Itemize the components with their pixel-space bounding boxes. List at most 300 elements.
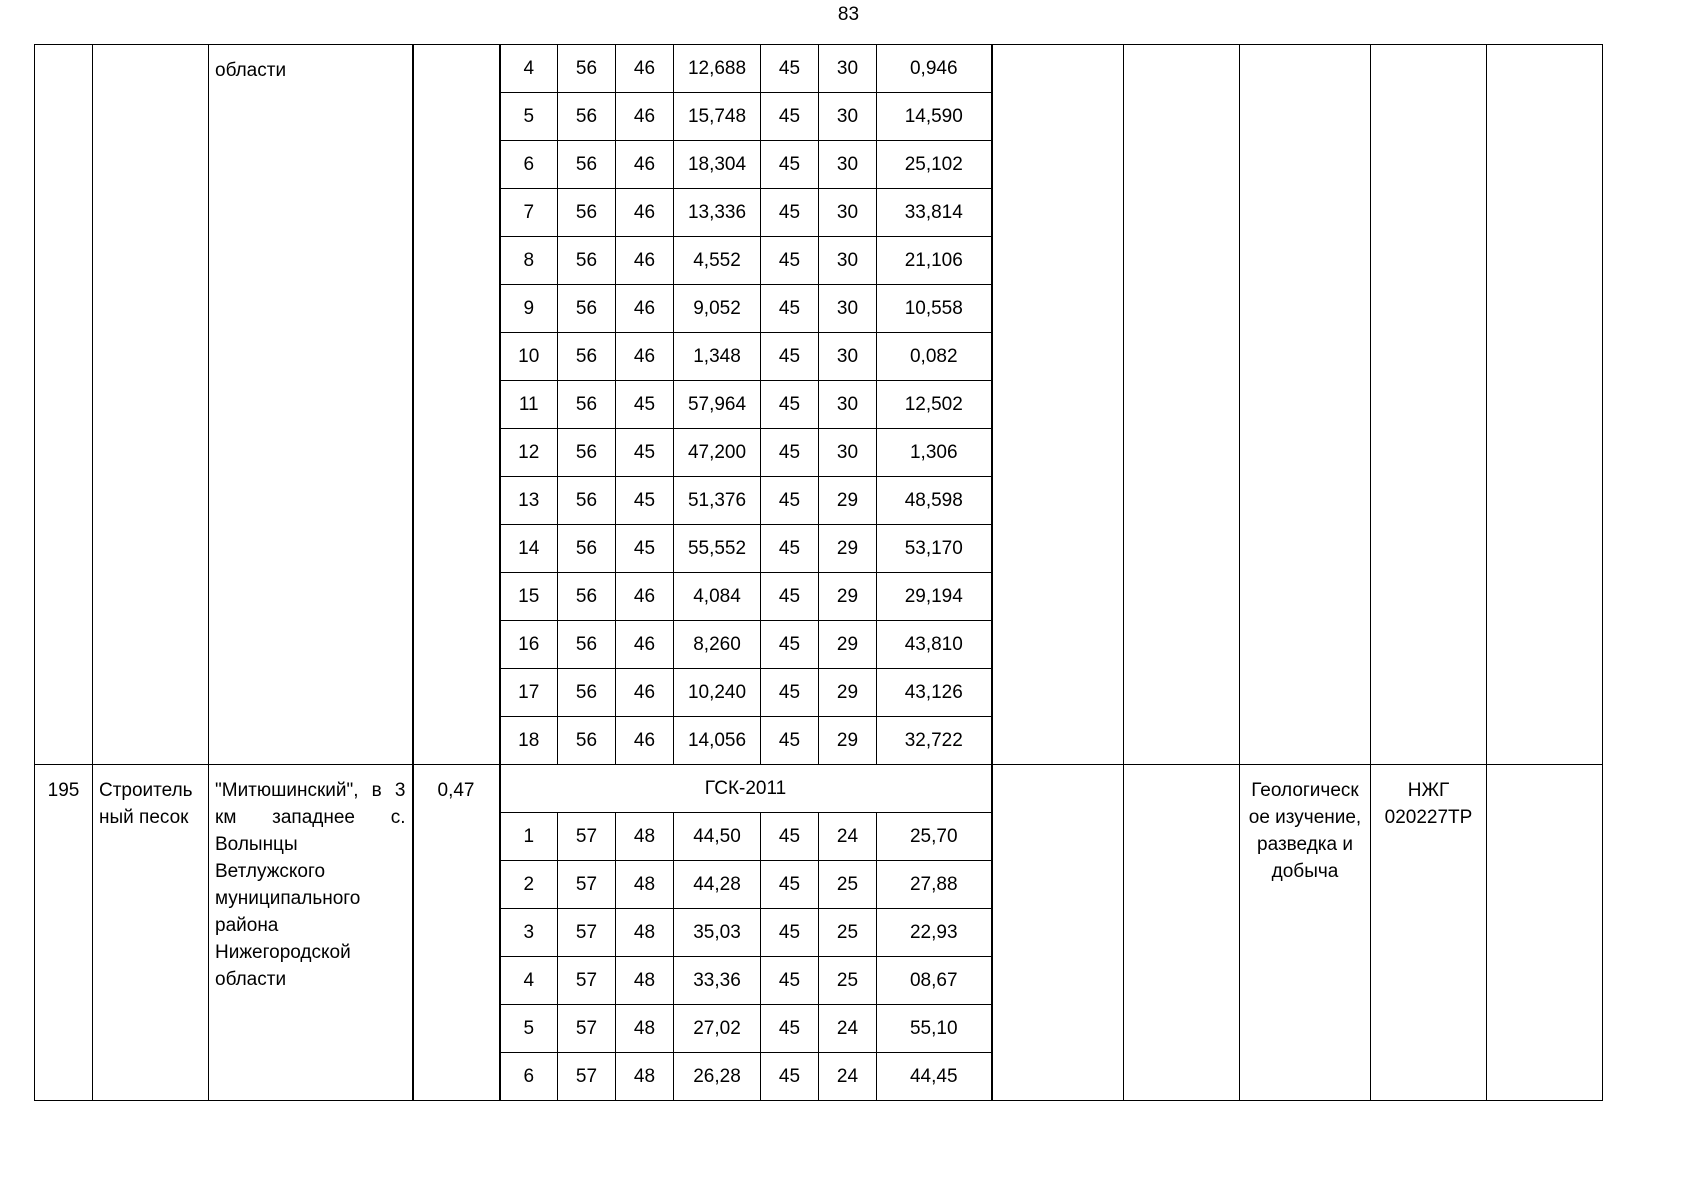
lon-deg-cell-text: 45 (778, 250, 801, 271)
lon-sec-cell (877, 237, 992, 285)
lon-sec-cell-text: 25,70 (909, 826, 958, 847)
lon-deg-cell (761, 717, 819, 765)
lat-sec-cell-text: 15,748 (687, 106, 747, 127)
point-number-cell-text: 4 (523, 58, 535, 79)
point-number-cell (500, 237, 558, 285)
lon-min-cell-text: 29 (836, 586, 859, 607)
lat-min-cell-text: 46 (633, 250, 656, 271)
coordinate-system-cell-text: ГСК-2011 (704, 778, 787, 799)
lon-min-cell (819, 621, 877, 669)
lat-min-cell (616, 141, 674, 189)
point-number-cell (500, 477, 558, 525)
lat-sec-cell (674, 189, 761, 237)
lon-deg-cell-text: 45 (778, 586, 801, 607)
point-number-cell-text: 1 (523, 826, 535, 847)
lon-sec-cell (877, 1005, 992, 1053)
lon-sec-cell-text: 55,10 (909, 1018, 958, 1039)
lon-sec-cell (877, 909, 992, 957)
point-number-cell-text: 15 (518, 586, 540, 607)
lon-deg-cell-text: 45 (778, 730, 801, 751)
lon-deg-cell-text: 45 (778, 682, 801, 703)
lat-deg-cell (558, 621, 616, 669)
lat-sec-cell (674, 477, 761, 525)
coordinate-system-cell (500, 765, 992, 813)
lat-sec-cell (674, 381, 761, 429)
lon-deg-cell-text: 45 (778, 202, 801, 223)
extra-column-cell (992, 45, 1124, 765)
lon-min-cell-text: 30 (836, 154, 859, 175)
point-number-cell (500, 957, 558, 1005)
lon-deg-cell-text: 45 (778, 106, 801, 127)
extra-column-cell (1487, 765, 1603, 1101)
lat-min-cell-text: 45 (633, 394, 656, 415)
lon-sec-cell (877, 669, 992, 717)
point-number-cell-text: 5 (523, 106, 535, 127)
lon-deg-cell (761, 573, 819, 621)
lat-deg-cell-text: 56 (575, 682, 598, 703)
lon-sec-cell (877, 1053, 992, 1101)
point-number-cell (500, 93, 558, 141)
mineral-cell (93, 45, 209, 765)
lon-min-cell-text: 24 (836, 826, 859, 847)
lat-min-cell-text: 46 (633, 106, 656, 127)
lat-min-cell (616, 621, 674, 669)
point-number-cell-text: 17 (518, 682, 540, 703)
lon-sec-cell-text: 29,194 (904, 586, 963, 607)
lat-sec-cell-text: 55,552 (687, 538, 747, 559)
point-number-cell (500, 909, 558, 957)
lat-min-cell (616, 717, 674, 765)
lat-deg-cell-text: 56 (575, 250, 598, 271)
lon-min-cell (819, 717, 877, 765)
lon-sec-cell (877, 45, 992, 93)
lat-sec-cell-text: 12,688 (687, 58, 747, 79)
lon-sec-cell (877, 381, 992, 429)
lat-min-cell (616, 429, 674, 477)
lat-sec-cell-text: 33,36 (693, 970, 741, 991)
lat-deg-cell-text: 56 (575, 538, 598, 559)
lat-sec-cell (674, 93, 761, 141)
lat-sec-cell (674, 717, 761, 765)
lon-min-cell (819, 909, 877, 957)
number-cell (35, 765, 93, 1101)
lat-deg-cell (558, 525, 616, 573)
lat-deg-cell-text: 56 (575, 586, 598, 607)
lat-min-cell (616, 189, 674, 237)
lon-deg-cell (761, 525, 819, 573)
lon-deg-cell-text: 45 (778, 442, 801, 463)
lon-min-cell-text: 25 (836, 970, 859, 991)
area-cell-text: 0,47 (437, 780, 475, 801)
point-number-cell (500, 285, 558, 333)
lon-deg-cell (761, 189, 819, 237)
lon-sec-cell (877, 333, 992, 381)
lon-deg-cell-text: 45 (778, 826, 801, 847)
lon-sec-cell-text: 27,88 (909, 874, 958, 895)
lon-min-cell (819, 477, 877, 525)
lat-min-cell (616, 477, 674, 525)
lat-deg-cell-text: 56 (575, 202, 598, 223)
point-number-cell-text: 18 (518, 730, 540, 751)
lat-min-cell-text: 48 (633, 922, 656, 943)
lon-sec-cell (877, 189, 992, 237)
point-number-cell-text: 10 (518, 346, 540, 367)
usage-cell (1240, 765, 1371, 1101)
lat-min-cell-text: 46 (633, 298, 656, 319)
point-number-cell (500, 333, 558, 381)
point-number-cell (500, 525, 558, 573)
lon-min-cell (819, 285, 877, 333)
point-number-cell (500, 861, 558, 909)
lat-min-cell (616, 45, 674, 93)
point-number-cell-text: 2 (523, 874, 535, 895)
lat-sec-cell (674, 285, 761, 333)
lat-min-cell-text: 46 (633, 346, 656, 367)
lon-min-cell-text: 29 (836, 538, 859, 559)
point-number-cell (500, 429, 558, 477)
lon-min-cell-text: 24 (836, 1018, 859, 1039)
lat-deg-cell (558, 93, 616, 141)
lon-min-cell-text: 30 (836, 250, 859, 271)
point-number-cell-text: 9 (523, 298, 535, 319)
point-number-cell-text: 7 (523, 202, 535, 223)
lon-deg-cell-text: 45 (778, 970, 801, 991)
lon-deg-cell-text: 45 (778, 154, 801, 175)
location-cell-text: "Митюшинский", в 3 км западнее с. Волынцы Ветлужского муниципального района Нижегородской области (215, 780, 406, 990)
extra-column-cell (992, 765, 1124, 1101)
lat-sec-cell-text: 27,02 (693, 1018, 741, 1039)
lon-deg-cell (761, 1053, 819, 1101)
table-row (35, 765, 1603, 813)
lat-min-cell (616, 381, 674, 429)
lon-sec-cell-text: 14,590 (904, 106, 963, 127)
lon-min-cell-text: 30 (836, 202, 859, 223)
lat-deg-cell-text: 57 (575, 826, 598, 847)
lon-deg-cell (761, 381, 819, 429)
lon-min-cell (819, 573, 877, 621)
lon-deg-cell-text: 45 (778, 538, 801, 559)
lat-deg-cell (558, 237, 616, 285)
registry-table (34, 44, 1603, 1101)
lon-sec-cell (877, 93, 992, 141)
lat-sec-cell-text: 35,03 (693, 922, 741, 943)
point-number-cell-text: 5 (523, 1018, 535, 1039)
lat-min-cell-text: 46 (633, 634, 656, 655)
lat-sec-cell-text: 13,336 (687, 202, 747, 223)
point-number-cell-text: 13 (518, 490, 540, 511)
lat-deg-cell (558, 477, 616, 525)
lat-min-cell (616, 861, 674, 909)
lon-deg-cell (761, 861, 819, 909)
lon-deg-cell-text: 45 (778, 58, 801, 79)
extra-column-cell (1124, 45, 1240, 765)
point-number-cell (500, 1053, 558, 1101)
lat-deg-cell (558, 1053, 616, 1101)
lat-sec-cell-text: 4,552 (693, 250, 741, 271)
lat-deg-cell (558, 909, 616, 957)
point-number-cell-text: 12 (518, 442, 540, 463)
mineral-cell (93, 765, 209, 1101)
point-number-cell-text: 14 (518, 538, 540, 559)
lon-deg-cell (761, 237, 819, 285)
license-cell (1371, 765, 1487, 1101)
lat-deg-cell-text: 57 (575, 970, 598, 991)
lon-sec-cell-text: 43,810 (904, 634, 963, 655)
lon-min-cell (819, 141, 877, 189)
lon-sec-cell-text: 1,306 (909, 442, 958, 463)
location-cell (209, 45, 413, 765)
lat-min-cell (616, 525, 674, 573)
lon-deg-cell (761, 621, 819, 669)
point-number-cell (500, 45, 558, 93)
lat-deg-cell (558, 189, 616, 237)
lon-sec-cell (877, 573, 992, 621)
lat-min-cell (616, 909, 674, 957)
lon-sec-cell (877, 813, 992, 861)
area-cell (413, 765, 500, 1101)
lat-sec-cell (674, 621, 761, 669)
lon-sec-cell-text: 08,67 (909, 970, 958, 991)
lon-sec-cell-text: 12,502 (904, 394, 963, 415)
lon-deg-cell (761, 813, 819, 861)
lat-deg-cell (558, 45, 616, 93)
lat-sec-cell-text: 10,240 (687, 682, 747, 703)
location-cell-text: области (215, 60, 287, 81)
lat-min-cell-text: 45 (633, 442, 656, 463)
lon-deg-cell-text: 45 (778, 874, 801, 895)
lat-deg-cell (558, 957, 616, 1005)
lat-min-cell-text: 46 (633, 202, 656, 223)
lon-sec-cell-text: 0,946 (909, 58, 958, 79)
lon-min-cell (819, 429, 877, 477)
point-number-cell-text: 16 (518, 634, 540, 655)
lat-sec-cell (674, 573, 761, 621)
lon-deg-cell-text: 45 (778, 634, 801, 655)
lon-sec-cell-text: 33,814 (904, 202, 963, 223)
lat-min-cell-text: 46 (633, 730, 656, 751)
lon-sec-cell (877, 525, 992, 573)
lon-sec-cell (877, 957, 992, 1005)
lat-sec-cell (674, 861, 761, 909)
lat-deg-cell (558, 141, 616, 189)
lat-sec-cell (674, 45, 761, 93)
point-number-cell-text: 4 (523, 970, 535, 991)
lon-sec-cell (877, 621, 992, 669)
area-cell (413, 45, 500, 765)
lat-deg-cell-text: 56 (575, 394, 598, 415)
lat-sec-cell-text: 1,348 (693, 346, 741, 367)
lat-min-cell-text: 46 (633, 586, 656, 607)
point-number-cell (500, 189, 558, 237)
lat-min-cell (616, 669, 674, 717)
lon-sec-cell-text: 32,722 (904, 730, 963, 751)
point-number-cell-text: 6 (523, 154, 535, 175)
lat-deg-cell (558, 813, 616, 861)
lon-deg-cell (761, 477, 819, 525)
lat-min-cell (616, 1053, 674, 1101)
lon-min-cell-text: 30 (836, 346, 859, 367)
lon-min-cell (819, 381, 877, 429)
lat-deg-cell-text: 57 (575, 922, 598, 943)
point-number-cell (500, 717, 558, 765)
page-number: 83 (837, 4, 860, 25)
lon-min-cell-text: 30 (836, 394, 859, 415)
lon-sec-cell-text: 53,170 (904, 538, 963, 559)
lon-min-cell (819, 957, 877, 1005)
lat-min-cell-text: 46 (633, 58, 656, 79)
lon-min-cell (819, 813, 877, 861)
point-number-cell (500, 573, 558, 621)
usage-cell-text: Геологическ ое изучение, разведка и добыча (1248, 780, 1362, 882)
lat-min-cell-text: 45 (633, 490, 656, 511)
lon-deg-cell-text: 45 (778, 394, 801, 415)
lon-deg-cell-text: 45 (778, 298, 801, 319)
table-row (35, 45, 1603, 93)
lon-sec-cell (877, 477, 992, 525)
lon-min-cell (819, 93, 877, 141)
lat-sec-cell (674, 1005, 761, 1053)
lon-sec-cell-text: 22,93 (909, 922, 958, 943)
lat-min-cell-text: 46 (633, 154, 656, 175)
point-number-cell (500, 141, 558, 189)
lat-deg-cell (558, 333, 616, 381)
lon-deg-cell (761, 45, 819, 93)
lat-sec-cell-text: 18,304 (687, 154, 747, 175)
lon-min-cell (819, 1005, 877, 1053)
lat-sec-cell-text: 47,200 (687, 442, 747, 463)
point-number-cell-text: 11 (518, 394, 539, 415)
lat-sec-cell (674, 1053, 761, 1101)
lat-deg-cell-text: 57 (575, 1066, 598, 1087)
lat-deg-cell (558, 285, 616, 333)
lat-min-cell-text: 46 (633, 682, 656, 703)
lon-sec-cell-text: 25,102 (904, 154, 963, 175)
lon-min-cell (819, 861, 877, 909)
number-cell-text: 195 (47, 780, 80, 801)
mineral-cell-text: Строитель ный песок (99, 780, 193, 828)
lat-sec-cell-text: 44,28 (693, 874, 741, 895)
lon-deg-cell-text: 45 (778, 1066, 801, 1087)
lon-sec-cell (877, 141, 992, 189)
lat-deg-cell-text: 57 (575, 874, 598, 895)
lat-min-cell-text: 48 (633, 970, 656, 991)
lon-min-cell-text: 29 (836, 490, 859, 511)
lat-min-cell-text: 45 (633, 538, 656, 559)
lat-sec-cell-text: 4,084 (693, 586, 741, 607)
extra-column-cell (1371, 45, 1487, 765)
lon-sec-cell-text: 21,106 (904, 250, 963, 271)
lon-min-cell-text: 30 (836, 58, 859, 79)
lon-min-cell (819, 525, 877, 573)
lon-min-cell (819, 237, 877, 285)
lon-min-cell (819, 333, 877, 381)
lon-min-cell-text: 30 (836, 442, 859, 463)
lat-sec-cell (674, 813, 761, 861)
lon-sec-cell (877, 861, 992, 909)
location-cell (209, 765, 413, 1101)
lon-min-cell (819, 189, 877, 237)
lat-deg-cell-text: 56 (575, 106, 598, 127)
point-number-cell (500, 813, 558, 861)
lat-sec-cell-text: 57,964 (687, 394, 747, 415)
lon-min-cell-text: 30 (836, 298, 859, 319)
lat-sec-cell-text: 44,50 (693, 826, 741, 847)
point-number-cell-text: 8 (523, 250, 535, 271)
lat-min-cell (616, 333, 674, 381)
lat-deg-cell (558, 1005, 616, 1053)
lon-min-cell (819, 1053, 877, 1101)
lat-deg-cell (558, 717, 616, 765)
lat-min-cell (616, 573, 674, 621)
lon-deg-cell (761, 141, 819, 189)
lat-min-cell (616, 813, 674, 861)
lat-sec-cell (674, 909, 761, 957)
point-number-cell-text: 6 (523, 1066, 535, 1087)
lon-deg-cell-text: 45 (778, 922, 801, 943)
number-cell (35, 45, 93, 765)
lat-deg-cell-text: 56 (575, 730, 598, 751)
lat-sec-cell (674, 429, 761, 477)
lon-sec-cell (877, 717, 992, 765)
lat-min-cell-text: 48 (633, 826, 656, 847)
lon-sec-cell-text: 43,126 (904, 682, 963, 703)
lon-deg-cell-text: 45 (778, 1018, 801, 1039)
lon-deg-cell (761, 957, 819, 1005)
lat-deg-cell-text: 56 (575, 442, 598, 463)
lat-sec-cell-text: 14,056 (687, 730, 747, 751)
lat-sec-cell (674, 141, 761, 189)
lon-deg-cell (761, 93, 819, 141)
point-number-cell-text: 3 (523, 922, 535, 943)
lat-sec-cell (674, 525, 761, 573)
point-number-cell (500, 669, 558, 717)
lon-min-cell-text: 29 (836, 730, 859, 751)
lon-deg-cell-text: 45 (778, 346, 801, 367)
lon-deg-cell (761, 285, 819, 333)
lat-deg-cell-text: 56 (575, 490, 598, 511)
lon-sec-cell (877, 429, 992, 477)
lon-sec-cell-text: 44,45 (909, 1066, 958, 1087)
lon-min-cell (819, 45, 877, 93)
lon-min-cell (819, 669, 877, 717)
lat-deg-cell-text: 56 (575, 298, 598, 319)
lat-deg-cell-text: 56 (575, 58, 598, 79)
lat-sec-cell-text: 9,052 (693, 298, 741, 319)
lon-min-cell-text: 25 (836, 874, 859, 895)
lat-deg-cell-text: 56 (575, 634, 598, 655)
point-number-cell (500, 1005, 558, 1053)
lat-sec-cell-text: 51,376 (687, 490, 747, 511)
lat-min-cell (616, 237, 674, 285)
lon-sec-cell (877, 285, 992, 333)
lon-deg-cell (761, 429, 819, 477)
lat-min-cell (616, 957, 674, 1005)
lat-sec-cell (674, 237, 761, 285)
lon-min-cell-text: 29 (836, 682, 859, 703)
lat-deg-cell (558, 573, 616, 621)
license-cell-text: НЖГ 020227ТР (1384, 780, 1473, 828)
extra-column-cell (1124, 765, 1240, 1101)
lat-min-cell (616, 285, 674, 333)
lon-sec-cell-text: 10,558 (904, 298, 963, 319)
lat-deg-cell (558, 429, 616, 477)
lat-sec-cell-text: 8,260 (693, 634, 741, 655)
lat-sec-cell-text: 26,28 (693, 1066, 741, 1087)
extra-column-cell (1240, 45, 1371, 765)
lon-deg-cell (761, 1005, 819, 1053)
lat-deg-cell (558, 381, 616, 429)
lon-min-cell-text: 25 (836, 922, 859, 943)
